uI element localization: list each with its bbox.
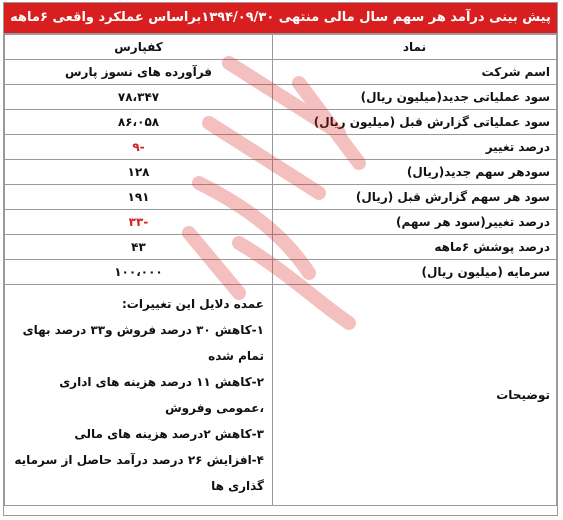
- row-value: ۱۲۸: [5, 160, 273, 185]
- notes-content: [5, 285, 273, 506]
- row-label: سرمایه (میلیون ریال): [273, 260, 557, 285]
- row-label: اسم شرکت: [273, 60, 557, 85]
- row-value: ۷۸،۳۴۷: [5, 85, 273, 110]
- row-label: درصد تغییر(سود هر سهم): [273, 210, 557, 235]
- table-row: [5, 185, 557, 210]
- row-value: فرآورده های نسوز پارس: [5, 60, 273, 85]
- row-label: سود عملیاتی جدید(میلیون ریال): [273, 85, 557, 110]
- table-row: [5, 235, 557, 260]
- header-symbol-value: کفپارس: [5, 35, 273, 60]
- row-label: سود عملیاتی گزارش قبل (میلیون ریال): [273, 110, 557, 135]
- forecast-card: [3, 2, 558, 516]
- row-label: درصد تغییر: [273, 135, 557, 160]
- table-row: [5, 160, 557, 185]
- row-label: درصد پوشش ۶ماهه: [273, 235, 557, 260]
- row-value-negative: -۳۳: [5, 210, 273, 235]
- row-value-negative: -۹: [5, 135, 273, 160]
- header-symbol-label: نماد: [273, 35, 557, 60]
- table-row: [5, 260, 557, 285]
- row-value: ۴۳: [5, 235, 273, 260]
- notes-line: عمده دلایل این تغییرات:: [121, 297, 264, 311]
- table-row: [5, 135, 557, 160]
- notes-line: ۱-کاهش ۳۰ درصد فروش و۳۳ درصد بهای تمام شده: [22, 323, 264, 363]
- table-title: پیش بینی درآمد هر سهم سال مالی منتهی ۱۳۹۴/۰۹/۳۰براساس عملکرد واقعی ۶ماهه: [4, 3, 557, 34]
- row-label: سود هر سهم گزارش قبل (ریال): [273, 185, 557, 210]
- row-value: ۱۰۰،۰۰۰: [5, 260, 273, 285]
- row-value: ۸۶،۰۵۸: [5, 110, 273, 135]
- notes-label: توضیحات: [273, 285, 557, 506]
- header-row: [5, 35, 557, 60]
- notes-row: [5, 285, 557, 506]
- table-row: [5, 110, 557, 135]
- notes-line: ۳-کاهش ۲درصد هزینه های مالی: [74, 427, 264, 441]
- row-label: سودهر سهم جدید(ریال): [273, 160, 557, 185]
- table-row: [5, 210, 557, 235]
- notes-line: ۴-افزایش ۲۶ درصد درآمد حاصل از سرمایه گذاری ها: [14, 453, 264, 493]
- forecast-table: [4, 34, 557, 506]
- table-row: [5, 85, 557, 110]
- row-value: ۱۹۱: [5, 185, 273, 210]
- notes-line: ۲-کاهش ۱۱ درصد هزینه های اداری ،عمومی وفروش: [59, 375, 264, 415]
- table-row: [5, 60, 557, 85]
